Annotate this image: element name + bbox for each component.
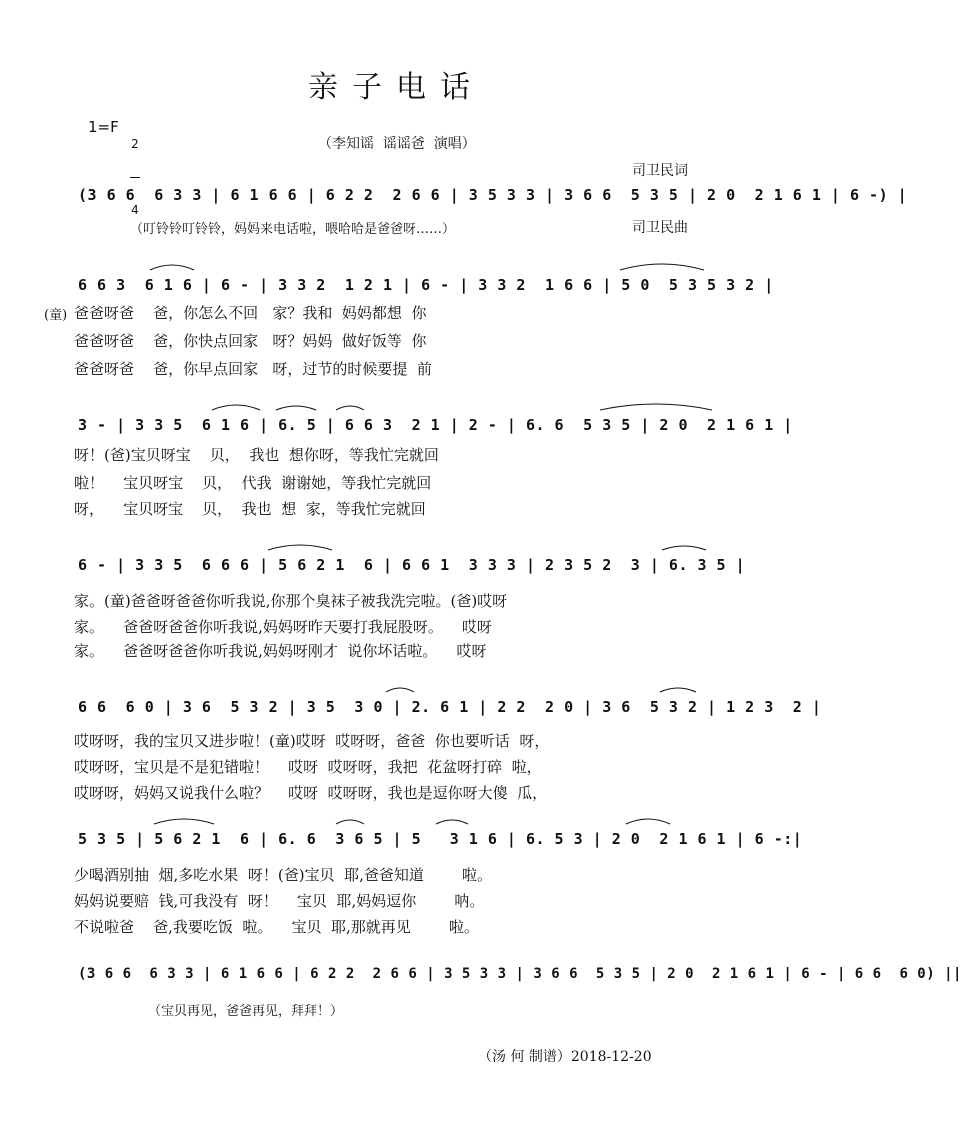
score-line-2: 6 6 3 6 1 6 | 6 - | 3 3 2 1 2 1 | 6 - | 3 3 2 1 6 6 | 5 0 5 3 5 3 2 | [78,276,774,294]
song-title: 亲子电话 [308,70,484,105]
outro-lyric: （宝贝再见，爸爸再见，拜拜！） [148,1004,344,1019]
score-line-5: 6 6 6 0 | 3 6 5 3 2 | 3 5 3 0 | 2. 6 1 | 2 2 2 0 | 3 6 5 3 2 | 1 2 3 2 | [78,698,822,716]
slur-arc [662,546,706,550]
key-signature: 1=F [88,118,119,136]
lyricist: 司卫民词 [632,163,688,179]
slur-arc [154,819,214,824]
intro-lyric: （叮铃铃叮铃铃，妈妈来电话啦，喂哈哈是爸爸呀……） [130,222,456,237]
score-line-3: 3 - | 3 3 5 6 1 6 | 6. 5 | 6 6 3 2 1 | 2 - | 6. 6 5 3 5 | 2 0 2 1 6 1 | [78,416,793,434]
score-line-4: 6 - | 3 3 5 6 6 6 | 5 6 2 1 6 | 6 6 1 3 3 3 | 2 3 5 2 3 | 6. 3 5 | [78,556,746,574]
lyric-line-3-1: 呀！(爸)宝贝呀宝 贝， 我也 想你呀，等我忙完就回 [74,446,439,464]
slur-arc [626,819,670,824]
lyric-line-2-2: 爸爸呀爸 爸，你快点回家 呀？妈妈 做好饭等 你 [74,332,427,350]
slur-arc [336,406,364,410]
transcriber-credit: （汤 何 制谱）2018-12-20 [478,1049,652,1065]
slur-arc [436,820,468,824]
lyric-line-4-2: 家。 爸爸呀爸爸你听我说,妈妈呀昨天要打我屁股呀。 哎呀 [74,618,492,636]
slur-arc [150,265,194,270]
lyric-line-4-3: 家。 爸爸呀爸爸你听我说,妈妈呀刚才 说你坏话啦。 哎呀 [74,642,487,660]
slur-arc [336,820,364,824]
slur-arc [276,406,316,410]
slur-arc [660,688,696,692]
score-line-7: (3 6 6 6 3 3 | 6 1 6 6 | 6 2 2 2 6 6 | 3 5 3 3 | 3 6 6 5 3 5 | 2 0 2 1 6 1 | 6 - | 6 6 6 0) || [78,966,962,982]
slur-arc [386,688,414,692]
lyric-line-2-3: 爸爸呀爸 爸，你早点回家 呀，过节的时候要提 前 [74,360,432,378]
composer: 司卫民曲 [632,220,688,236]
lyric-line-6-3: 不说啦爸 爸,我要吃饭 啦。 宝贝 耶,那就再见 啦。 [74,918,479,936]
time-signature-bottom: 4 [131,203,139,217]
score-line-6: 5 3 5 | 5 6 2 1 6 | 6. 6 3 6 5 | 5 3 1 6 | 6. 5 3 | 2 0 2 1 6 1 | 6 -:| [78,830,803,848]
lyric-line-5-1: 哎呀呀，我的宝贝又进步啦！(童)哎呀 哎呀呀，爸爸 你也要听话 呀， [74,732,550,750]
part-marker-child: (童) [44,308,68,323]
performers: （李知谣 谣谣爸 演唱） [318,136,476,152]
lyric-line-5-3: 哎呀呀，妈妈又说我什么啦？ 哎呀 哎呀呀，我也是逗你呀大傻 瓜， [74,784,548,802]
slur-arc [600,404,712,410]
lyric-line-6-1: 少喝酒别抽 烟,多吃水果 呀！(爸)宝贝 耶,爸爸知道 啦。 [74,866,492,884]
slur-arc [620,264,704,270]
slur-arc [268,545,332,550]
lyric-line-6-2: 妈妈说要赔 钱,可我没有 呀！ 宝贝 耶,妈妈逗你 呐。 [74,892,485,910]
lyric-line-4-1: 家。(童)爸爸呀爸爸你听我说,你那个臭袜子被我洗完啦。(爸)哎呀 [74,592,508,610]
lyric-line-2-1: 爸爸呀爸 爸，你怎么不回 家？我和 妈妈都想 你 [74,304,427,322]
lyric-line-3-3: 呀， 宝贝呀宝 贝， 我也 想 家，等我忙完就回 [74,500,426,518]
lyric-line-3-2: 啦！ 宝贝呀宝 贝， 代我 谢谢她，等我忙完就回 [74,474,432,492]
time-signature-top: 2 [131,137,139,151]
lyric-line-5-2: 哎呀呀，宝贝是不是犯错啦！ 哎呀 哎呀呀，我把 花盆呀打碎 啦， [74,758,542,776]
score-line-1: (3 6 6 6 3 3 | 6 1 6 6 | 6 2 2 2 6 6 | 3 5 3 3 | 3 6 6 5 3 5 | 2 0 2 1 6 1 | 6 -) | [78,186,908,204]
slur-arc [212,405,260,410]
